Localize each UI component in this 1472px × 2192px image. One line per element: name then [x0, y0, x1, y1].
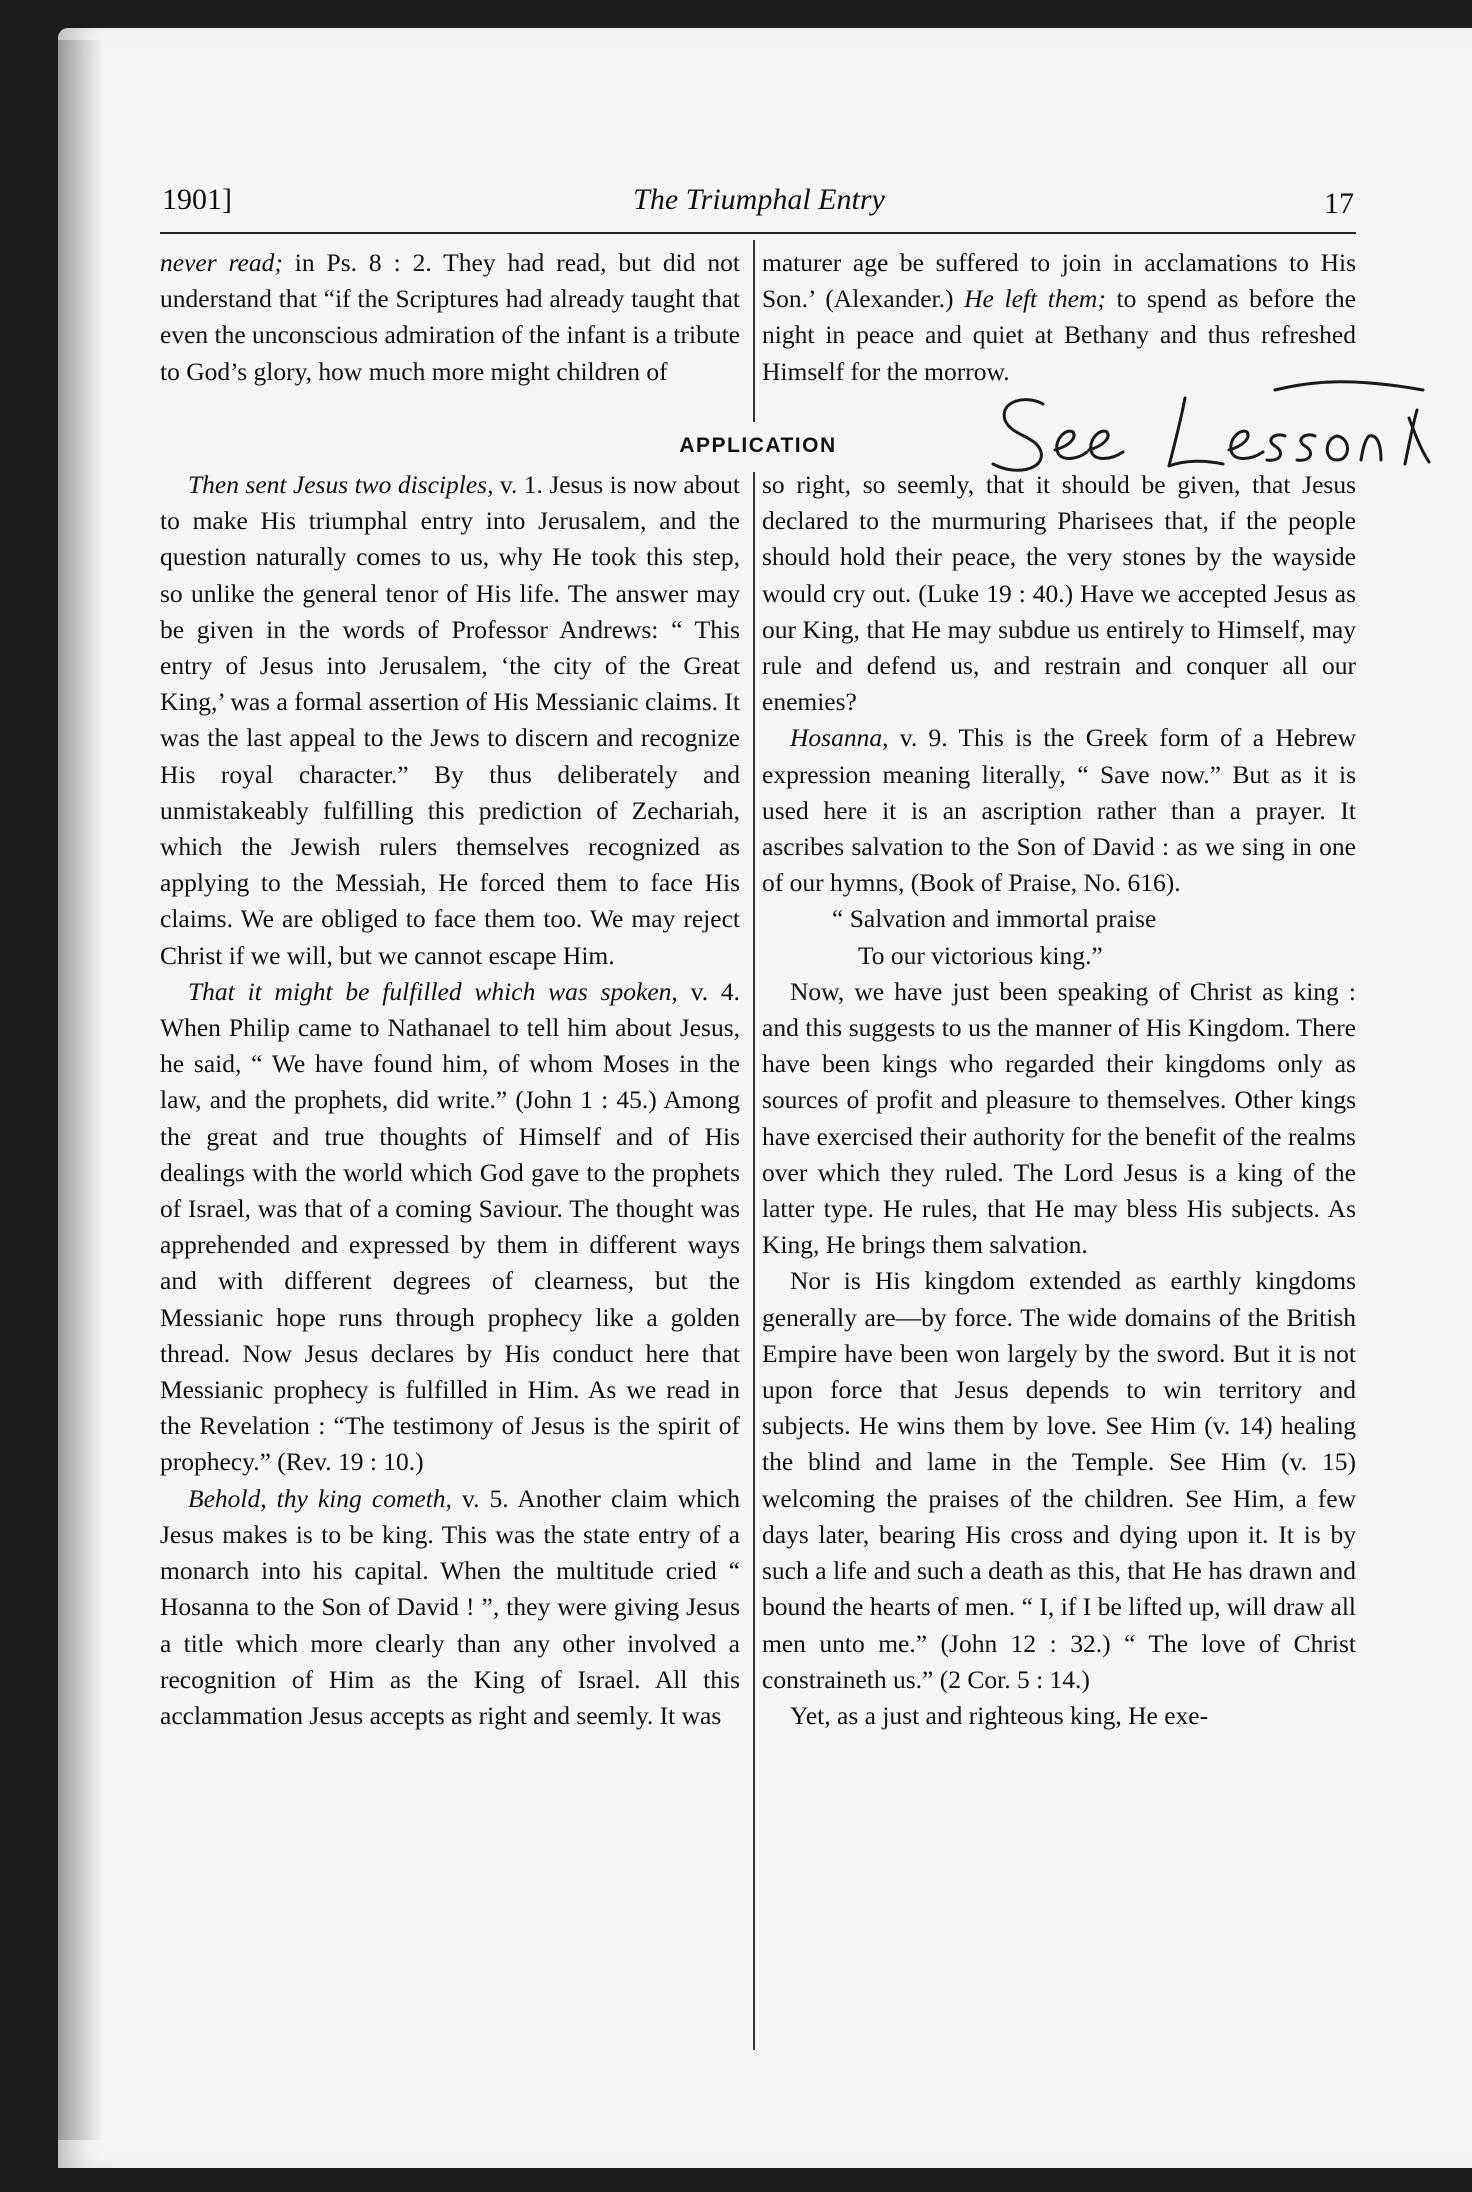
right-column	[762, 467, 1356, 1734]
paragraph-not-by-force: Nor is His kingdom extended as earthly kingdoms generally are—by force. The wide domains of the British Empire have been won largely by the sword. But it is not upon force that Jesus depends to win territory and subjects. He wins them by love. See Him (v. 14) healing the blind and lame in the Temple. See Him (v. 15) welcoming the praises of the children. See Him, a few days later, bearing His cross and dying upon it. It is by such a life and such a death as this, that He has drawn and bound the hearts of men. “ I, if I be lifted up, will draw all men unto me.” (John 12 : 32.) “ The love of Christ constraineth us.” (2 Cor. 5 : 14.)	[762, 1266, 1356, 1694]
column-divider-top	[753, 240, 755, 422]
paragraph-then-sent: Then sent Jesus two disciples, v. 1. Jesus is now about to make His triumphal entry into Jerusalem, and the question naturally comes to us, why He took this step, so unlike the general tenor of His life. The answer may be given in the words of Professor Andrews: “ This entry of Jesus into Jerusalem, ‘the city of the Great King,’ was a formal assertion of His Messianic claims. It was the last appeal to the Jews to discern and recognize His royal character.” By thus deliberately and unmistakeably fulfilling this prediction of Zechariah, which the Jewish rulers themselves recognized as applying to the Messiah, He forced them to face His claims. We are obliged to face them too. We may reject Christ if we will, but we cannot escape Him.	[160, 470, 740, 970]
paragraph-fulfilled: That it might be fulfilled which was spoken, v. 4. When Philip came to Nathanael to tell him about Jesus, he said, “ We have found him, of whom Moses in the law, and the prophets, did write.” (John 1 : 45.) Among the great and true thoughts of Himself and of His dealings with the world which God gave to the prophets of Israel, was that of a coming Saviour. The thought was apprehended and expressed by them in different ways and with different degrees of clearness, but the Messianic hope runs through prophecy like a golden thread. Now Jesus declares by His conduct here that Messianic prophecy is fulfilled in Him. As we read in the Revelation : “The testimony of Jesus is the spirit of prophecy.” (Rev. 19 : 10.)	[160, 976, 740, 1477]
top-right-paragraph: maturer age be suffered to join in acclamations to His Son.’ (Alexander.) He left them; to spend as before the night in peace and quiet at Bethany and thus refreshed Himself for the morrow.	[762, 248, 1357, 386]
header-year: 1901]	[162, 183, 232, 216]
top-left-column	[160, 245, 740, 390]
hymn-line-1: “ Salvation and immortal praise	[832, 904, 1157, 934]
paragraph-hosanna: Hosanna, v. 9. This is the Greek form of a Hebrew expression meaning literally, “ Save now.” But as it is used here it is an ascription rather than a prayer. It ascribes salvation to the Son of David : as we sing in one of our hymns, (Book of Praise, No. 616).	[762, 723, 1356, 898]
section-heading: APPLICATION	[679, 434, 837, 457]
top-left-paragraph: never read; in Ps. 8 : 2. They had read, but did not understand that “if the Scriptures had already taught that even the unconscious admiration of the infant is a tribute to God’s glory, how much more might children of	[160, 248, 740, 386]
page-number: 17	[1324, 187, 1354, 220]
header-title: The Triumphal Entry	[633, 183, 885, 216]
handwritten-annotation-text	[985, 380, 990, 381]
column-divider-main	[753, 472, 755, 2050]
header-rule	[160, 232, 1356, 234]
paragraph-so-right: so right, so seemly, that it should be given, that Jesus declared to the murmuring Pharisees that, if the people should hold their peace, the very stones by the wayside would cry out. (Luke 19 : 40.) Have we accepted Jesus as our King, that He may subdue us entirely to Himself, may rule and defend us, and restrain and conquer all our enemies?	[762, 470, 1356, 717]
page-gutter-shadow	[58, 40, 102, 2140]
running-header	[160, 183, 1358, 225]
left-column	[160, 467, 740, 1734]
paragraph-king-cometh: Behold, thy king cometh, v. 5. Another claim which Jesus makes is to be king. This was the state entry of a monarch into his capital. When the multitude cried “ Hosanna to the Son of David ! ”, they were giving Jesus a title which more clearly than any other involved a recognition of Him as the King of Israel. All this acclammation Jesus accepts as right and seemly. It was	[160, 1483, 740, 1730]
top-right-column	[762, 245, 1356, 390]
paragraph-righteous-king: Yet, as a just and righteous king, He exe-	[790, 1700, 1209, 1730]
hymn-line-2: To our victorious king.”	[858, 940, 1103, 970]
paragraph-christ-as-king: Now, we have just been speaking of Christ as king : and this suggests to us the manner of His Kingdom. There have been kings who regarded their kingdoms only as sources of profit and pleasure to themselves. Other kings have exercised their authority for the benefit of the realms over which they ruled. The Lord Jesus is a king of the latter type. He rules, that He may bless His subjects. As King, He brings them salvation.	[762, 976, 1356, 1260]
